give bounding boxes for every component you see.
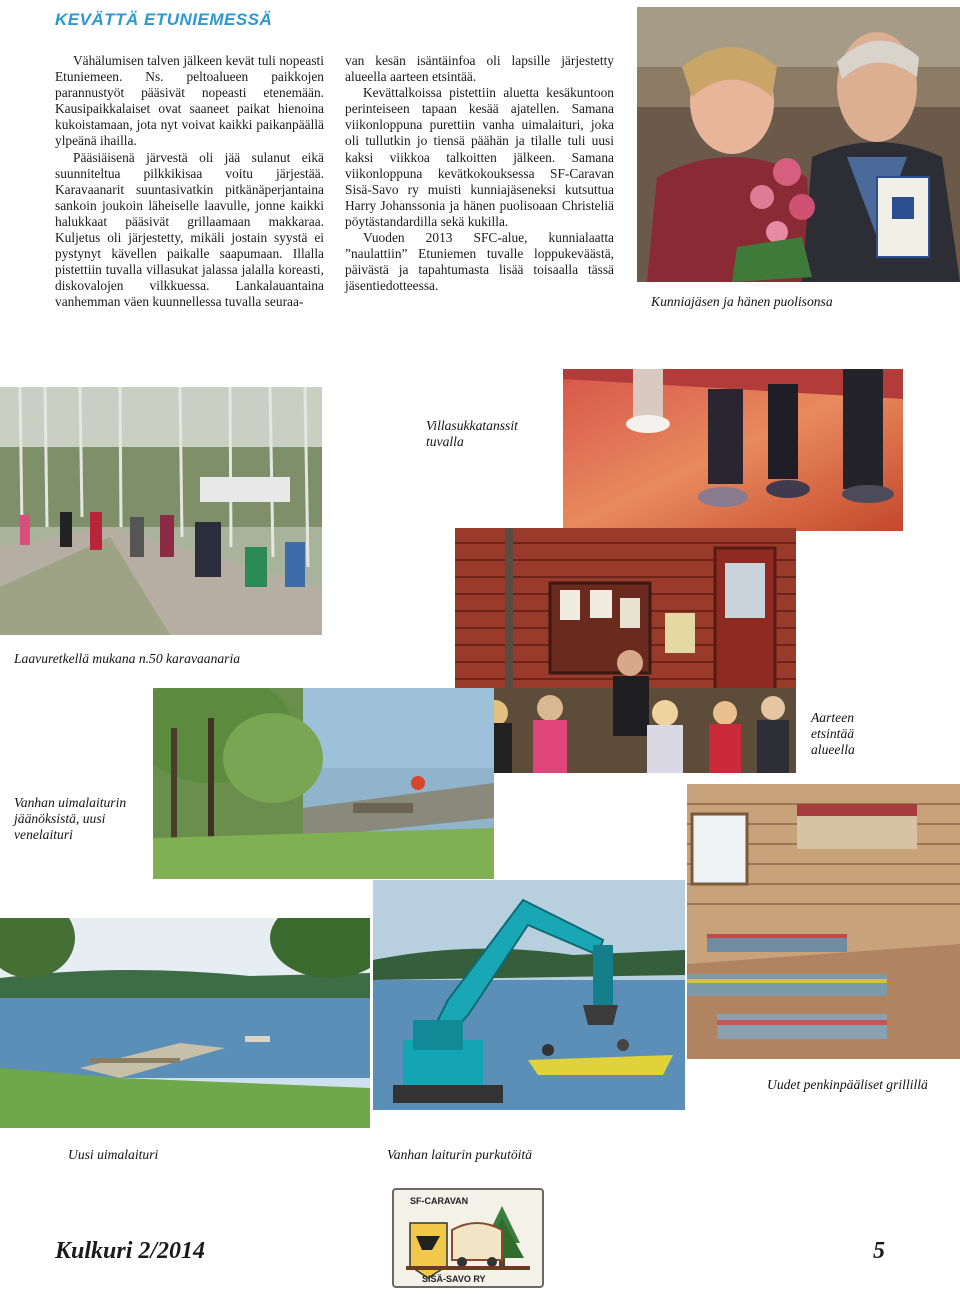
photo-pier-demolition bbox=[373, 880, 685, 1110]
caption-socks: Villasukkatanssit tuvalla bbox=[426, 418, 518, 449]
sf-caravan-logo bbox=[392, 1188, 544, 1288]
caption-new-pier: Uusi uimalaituri bbox=[68, 1147, 159, 1162]
paragraph: Pääsiäisenä järvestä oli jää sulanut eikä suunniteltua pilkkikisaa voitu järjestää. Karavaanarit suuntasivatkin pitkänäperjantaina sankoin joukoin läheiselle laavulle, jonne kaikki halukkaat pääsivät grillaamaan makkaraa. Kuljetus oli järjestetty, mikäli jostain syystä ei pystynyt kävellen paikalle saapumaan. Illalla pistettiin tuvalla villasukat jalassa jalalla koreasti, diskovalojen vilkkuessa. Lankalauantaina vanhemman väen kuunnellessa tuvalla seuraa- bbox=[55, 149, 324, 310]
photo-honorary-couple bbox=[637, 7, 960, 282]
paragraph: Vähälumisen talven jälkeen kevät tuli nopeasti Etuniemeen. Ns. peltoalueen paikkojen parannustyöt pääsivät nopeasti etenemään. Kausipaikkalaiset ovat saaneet paikat hienoina kukoistamaan, jota nyt voivat kaikki paikanpäällä ylpeänä ihailla. bbox=[55, 53, 324, 149]
article-heading: KEVÄTTÄ ETUNIEMESSÄ bbox=[55, 10, 273, 29]
paragraph: Kevättalkoissa pistettiin aluetta kesäkuntoon perinteiseen tapaan kesää ajatellen. Samana viikonloppuna purettiin vanha uimalaituri, joka oli tullutkin jo tiensä päähän ja tilalle tuli uusi kaksi viikkoa talkoitten jälkeen. Samana viikonloppuna kevätkokouksessa SF-Caravan Sisä-Savo ry muisti kunniajäseneksi kutsuttua Harry Johanssonia ja hänen puolisoaan Christeliä pöytästandardilla sekä kukilla. bbox=[345, 85, 614, 229]
caption-demolition: Vanhan laiturin purkutöitä bbox=[387, 1147, 533, 1162]
logo-bottom-text: SISÄ-SAVO RY bbox=[422, 1274, 486, 1284]
photo-sock-dance bbox=[563, 369, 903, 531]
caption-old-pier: Vanhan uimalaiturin jäänöksistä, uusi venelaituri bbox=[14, 795, 127, 842]
text-column-1 bbox=[55, 53, 324, 311]
logo-top-text: SF-CARAVAN bbox=[410, 1196, 469, 1206]
text-column-2 bbox=[345, 53, 614, 294]
magazine-issue: Kulkuri 2/2014 bbox=[55, 1238, 206, 1264]
photo-treasure-hunt bbox=[455, 528, 796, 773]
caption-benches: Uudet penkinpääliset grillillä bbox=[767, 1077, 928, 1092]
photo-boat-pier bbox=[153, 688, 494, 879]
photo-hike-to-lean-to bbox=[0, 387, 322, 635]
caption-honorary: Kunniajäsen ja hänen puolisonsa bbox=[651, 294, 833, 309]
page-number: 5 bbox=[873, 1238, 885, 1264]
paragraph: van kesän isäntäinfoa oli lapsille järjestetty alueella aarteen etsintää. bbox=[345, 53, 614, 85]
paragraph: Vuoden 2013 SFC-alue, kunnialaatta ”naulattiin” Etuniemen tuvalle loppukeväästä, päivästä ja tapahtumasta lisää toisaalla tässä jäsentiedotteessa. bbox=[345, 230, 614, 294]
photo-grill-hut-benches bbox=[687, 784, 960, 1059]
photo-new-swimming-pier bbox=[0, 918, 370, 1128]
caption-hike: Laavuretkellä mukana n.50 karavaanaria bbox=[14, 651, 241, 666]
caption-treasure: Aarteen etsintää alueella bbox=[811, 710, 855, 757]
